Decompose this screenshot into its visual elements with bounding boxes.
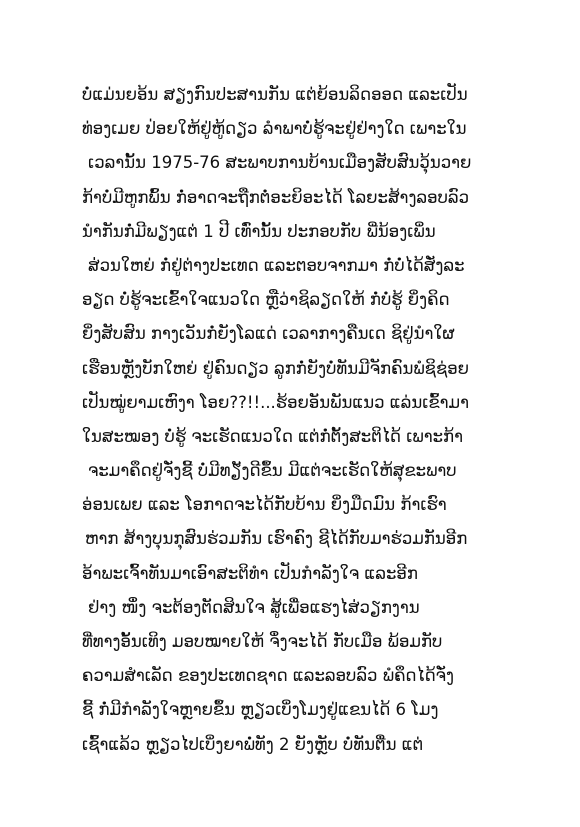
text-line: ອ່ອນເພຍ ແລະ ໂອກາດຈະໄດ້ກັບບ້ານ ຍິ່ງມືດມົນ ກ້າເຮົາ [82, 495, 447, 515]
text-line: ບໍ່ແມ່ນຍອ້ນ ສຽງກົນປະສານກັນ ແຕ່ຍ້ອນລິດອອດ ແລະເປັນ [82, 85, 468, 104]
text-line: ເຊົ້າແລ້ວ ຫຼຽວໄປເບິ່ງຍາພໍ່ທັງ 2 ຍັງຫຼັບ ບໍ່ທັນຕື່ນ ແຕ່ [82, 734, 424, 754]
text-line: ເວລານັ້ນ 1975-76 ສະພາບການບ້ານເມືອງສັບສົນວຸ້ນວາຍ [88, 153, 472, 173]
text-line: ໃນສະໝອງ ບໍ່ຮູ້ ຈະເຮັດແນວໃດ ແຕ່ກໍ່ຕັ້ງສະຕິໄດ້ ເພາະກ້າ [82, 426, 464, 446]
text-line: ສ່ວນໃຫຍ່ ກໍ່ຢູ່ຕ່າງປະເທດ ແລະຕອບຈາກມາ ກໍ່ບໍ່ໄດ້ສັ່ງລະ [88, 255, 465, 275]
text-line: ອ້າພະເຈົ້າທັນມາເອົາສະຕິທຳ ເປັນກຳລັງໃຈ ແລະອີກ [82, 563, 418, 583]
body-text [82, 78, 497, 762]
text-line: ຊີ້ ກໍ່ມີກຳລັງໃຈຫຼາຍຂຶ້ນ ຫຼຽວເບິ່ງໂມງຢູ່ແຂນໄດ້ 6 ໂມງ [82, 700, 439, 720]
text-line: ເຮືອນຫຼັງບັກໃຫຍ່ ຢູ່ຄົນດຽວ ລູກກໍ່ຍັງບໍ່ທັນມີຈັກຄົນພໍຊິຊ່ອຍ [82, 358, 470, 378]
text-line: ນຳກັນກໍ່ມີພຽງແຕ່ 1 ປີ ເທົ່ານັ້ນ ປະກອບກັບ ພີ່ນ້ອງເພິ່ນ [82, 221, 436, 241]
text-line: ຢ່າງ ໜຶ່ງ ຈະຕ້ອງຕັດສິນໃຈ ສູ້ເພື່ອແຮງໄສ່ວຽກງານ [88, 597, 420, 617]
text-line: ຈະມາຄຶດຢູ່ຈັ່ງຊີ້ ບໍ່ມີທຽັງດີຂຶ້ນ ມີແຕ່ຈະເຮັດໃຫ້ສຸຂະພາບ [88, 461, 457, 481]
text-line: ກ້າບໍ່ມີຫູກພົ້ນ ກໍ່ອາດຈະຖືກຕໍ່ອະຍິອະໄດ້ ໂລຍະສ້າງລອບລົວ [82, 187, 470, 207]
text-line: ຫາກ ສ້າງບຸນກຸສົນຮ່ວມກັນ ເຮົາຄົງ ຊີໄດ້ກັບມາຮ່ວມກັນອີກ [85, 529, 468, 549]
text-line: ຍິ່ງສັບສົນ ກາງເວັນກໍ່ຍັງໂລແດ່ ເວລາກາງຄືນເດ ຊິຢູ່ນຳໃຜ [82, 324, 455, 344]
text-line: ທີ່ທາງອັ້ນເທິງ ມອບໝາຍໃຫ້ ຈຶ່ງຈະໄດ້ ກັບເມືອ ພ້ອມກັບ [82, 632, 443, 651]
text-line: ທ່ອງເມຍ ປ່ອຍໃຫ້ຢູ່ຫູ້ດຽວ ລຳພາບໍ່ຮູ້ຈະຢູ່ຢ່າງໃດ ເພາະໃນ [82, 119, 467, 139]
text-line: ຄວາມສຳເລັດ ຂອງປະເທດຊາດ ແລະລອບລົວ ພໍຄຶດໄດ້ຈັ່ງ [82, 666, 454, 686]
text-line: ອຽດ ບໍ່ຮູ້ຈະເຂົ້າໃຈແນວໃດ ຫຼືວ່າຊິລຽດໃຫ້ ກໍ່ບໍ່ຮູ້ ຍິ່ງຄິດ [82, 290, 450, 310]
text-line: ເປັນໝູ່ຍາມເຫົງາ ໂອຍ??!!...ຮ້ອຍອັນພັນແນວ ແລ່ນເຂົ້າມາ [82, 392, 470, 412]
